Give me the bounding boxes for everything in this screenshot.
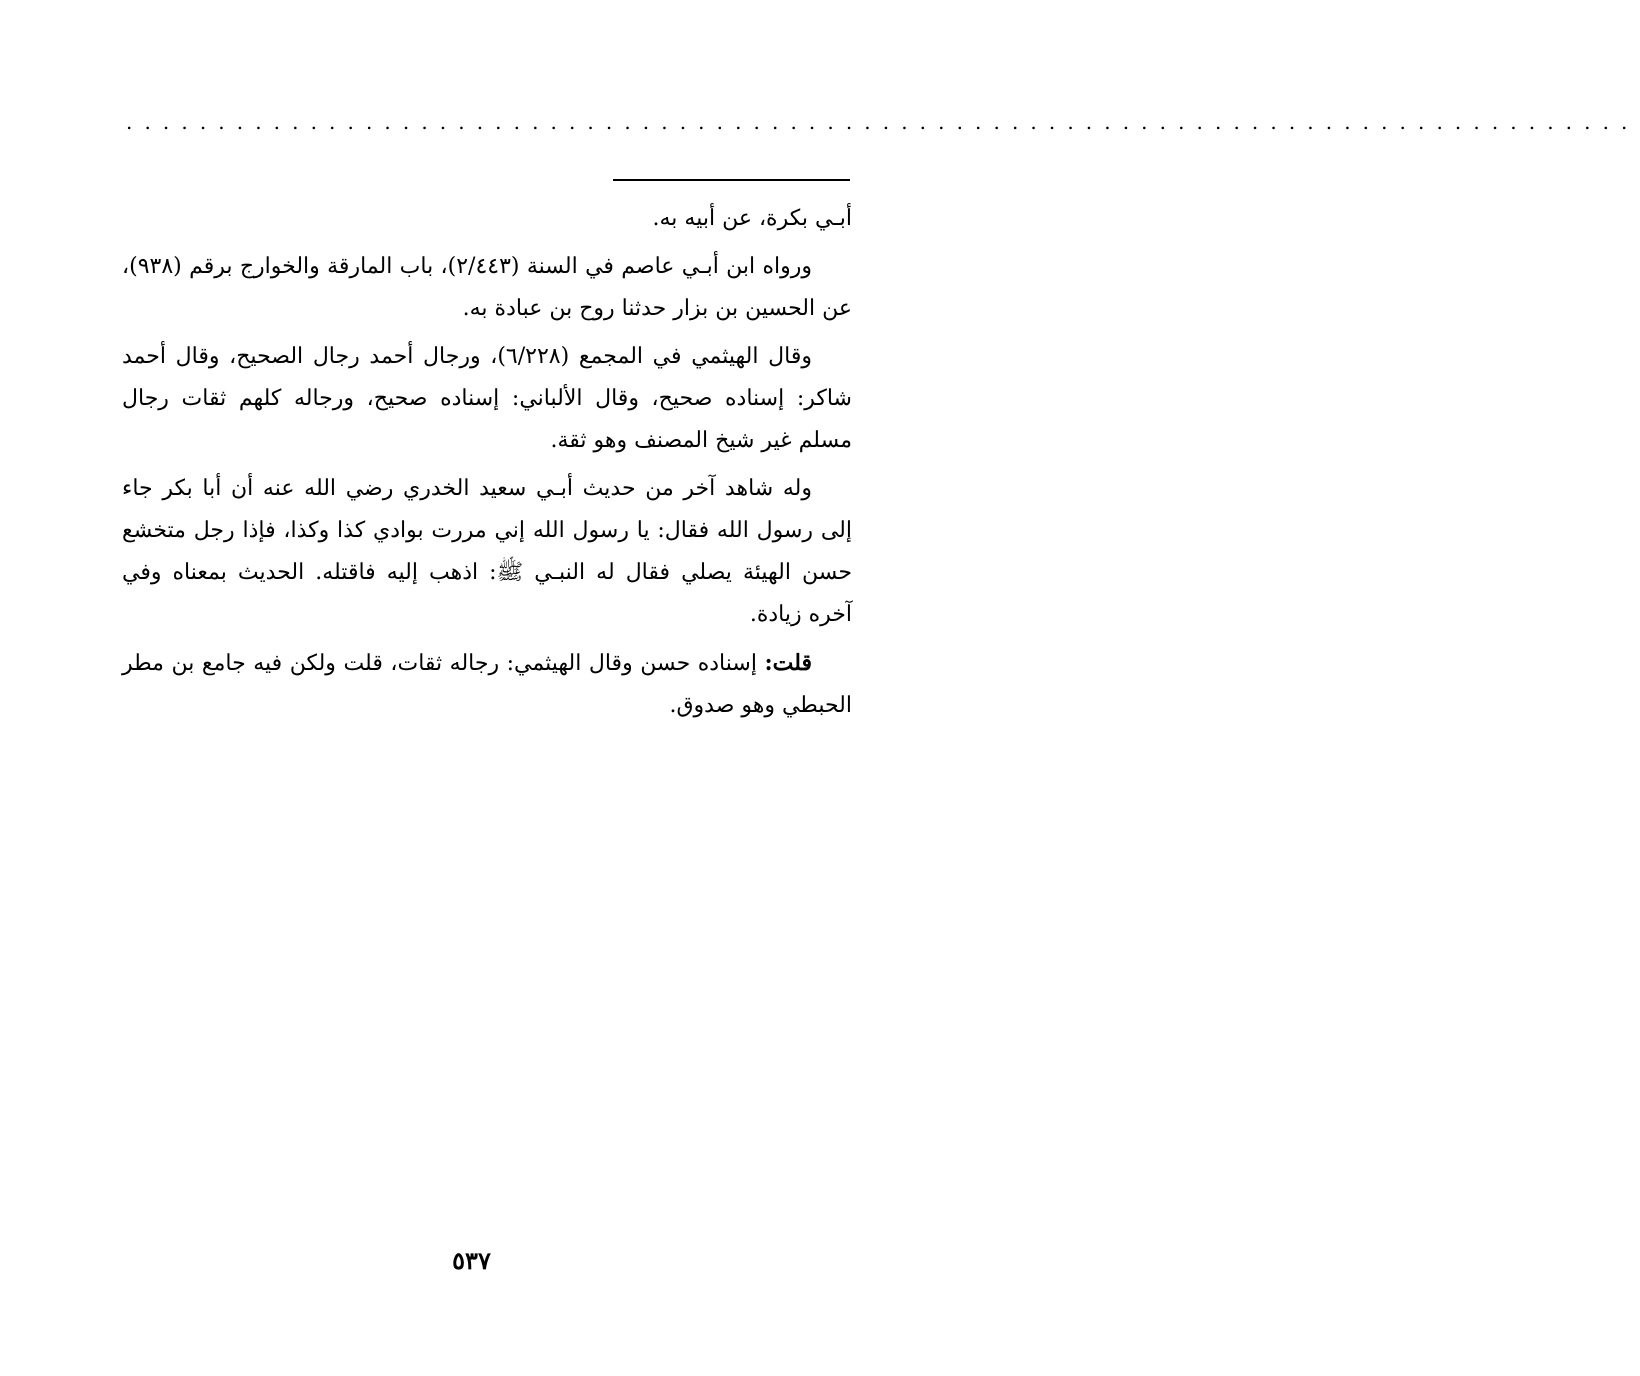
paragraph-1: أبـي بكرة، عن أبيه به. [652,206,852,231]
footnote-text [122,198,852,733]
paragraph-5-text: إسناده حسن وقال الهيثمي: رجاله ثقات، قلت ولكن فيه جامع بن مطر الحبطي وهو صدوق. [122,651,852,718]
paragraph-5 [122,642,852,727]
paragraph-3: وقال الهيثمي في المجمع (٦/٢٢٨)، ورجال أحمد رجال الصحيح، وقال أحمد شاكر: إسناده صحيح، وقال الألباني: إسناده صحيح، ورجاله كلهم ثقات رجال مسلم غير شيخ المصنف وهو ثقة. [122,344,852,453]
page-number: ٥٣٧ [452,1246,491,1275]
paragraph-2: ورواه ابن أبـي عاصم في السنة (٢/٤٤٣)، باب المارقة والخوارج برقم (٩٣٨)، عن الحسين بن بزار حدثنا روح بن عبادة به. [122,254,852,321]
footnote-rule [613,179,850,181]
qultu-label: قلت: [764,650,812,676]
dotted-separator: .................................................................................. [126,110,1640,134]
paragraph-4: وله شاهد آخر من حديث أبـي سعيد الخدري رضي الله عنه أن أبا بكر جاء إلى رسول الله فقال: يا رسول الله إني مررت بوادي كذا وكذا، فإذا رجل متخشع حسن الهيئة يصلي فقال له النبـي ﷺ: اذهب إليه فاقتله. الحديث بمعناه وفي آخره زيادة. [122,476,852,627]
